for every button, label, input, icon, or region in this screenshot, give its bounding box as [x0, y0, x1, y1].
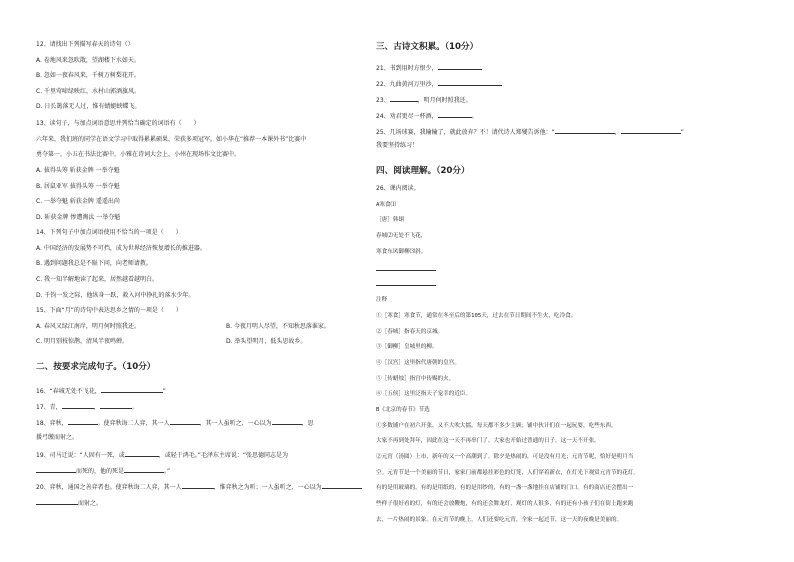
passage-b-p2-line3: 有的是用玻璃的，有的是用纸的，有的是用纱的，有的一盏一盏地挂在店铺的门口。有的商店还会摆出一 [376, 485, 634, 491]
q19-blank-3[interactable] [124, 466, 164, 473]
passage-b-p2-line4: 些样子很好看的灯，有的还会放鞭炮，有的还会舞龙灯，观灯的人很多，有的还有小孩子们在街上跑来跑 [376, 501, 634, 507]
q14-option-d: D. 千钧一发之际，他纵身一跃，救入河中挣扎的落水少年。 [36, 292, 195, 299]
q12-option-d: D. 日长篱落无人过，惟有蜻蜓蛱蝶飞。 [36, 103, 141, 110]
q18-line1: 18、弈秋， 。使弈秋诲二人弈，其一人 ，其一人虽听之，一心以为 ，思 [36, 420, 314, 427]
passage-b-p2-line5: 去，一片热闹的景象。在元宵节的晚上，人们还要吃元宵，全家一起过节，这一天的夜晚是美丽的。 [376, 517, 623, 523]
q20-line1: 20、弈秋，通国之善弈者也。使弈秋诲二人弈，其一人 ，惟弈秋之为听；一人虽听之，一心以为 [36, 482, 362, 492]
q20-blank-3[interactable] [36, 498, 78, 505]
q25-blank-2[interactable] [621, 127, 681, 134]
passage-b-p1-line1: ①多数铺户在初六开张，又不大吹大擂，每天都不多少主顾；铺中伙计们在一起玩耍，吃些东西。 [376, 423, 617, 429]
note-6: ⑥［五侯］这里泛指天子宠幸的近臣。 [376, 391, 472, 397]
section-3-title: 三、古诗文积累。（10分） [376, 42, 479, 52]
q17-blank-2[interactable] [100, 402, 132, 409]
q13-option-b: B. 居鼠亚军 拔得头筹 一举夺魁 [36, 183, 120, 190]
q19-line1: 19、司马迁说：“人固有一死，或 ，或轻于鸿毛。”毛泽东主席说：“张思德同志是为 [36, 452, 288, 459]
note-3: ③［御柳］皇城里的柳。 [376, 344, 438, 350]
q18-line2: 援弓缴而射之。 [36, 434, 79, 441]
q21-line: 21、书到用时方恨少， [376, 63, 482, 73]
q18-blank-3[interactable] [272, 418, 302, 425]
q12-option-b: B. 忽如一夜春风来，千树万树梨花开。 [36, 72, 140, 79]
poem-line-2: 寒食东风御柳⑶斜。 [376, 249, 427, 255]
q15-option-c: C. 明月别枝惊鹊，清风半夜鸣蝉。 [36, 338, 129, 345]
q22-blank[interactable] [438, 79, 502, 86]
q18-blank-1[interactable] [68, 418, 98, 425]
q15-option-a: A. 春风又绿江南岸，明月何时照我还。 [36, 323, 140, 330]
q19-line2: 而死的，他的死是 。” [36, 466, 170, 476]
q15-option-d: D. 举头望明月，低头思故乡。 [226, 338, 307, 345]
q13-stem: 13、读句子，与加点词语意思并列恰当确定的词语有（ ） [36, 120, 200, 127]
q13-option-d: D. 斩获金牌 惨遭淘汰 一举夺魁 [36, 214, 121, 221]
passage-b-p1-line2: 大家不再到处拜年，因此在这一天不再串门了。大家也开始过普通的日子，这一天不开张。 [376, 438, 600, 444]
q26-stem: 26、课内阅读。 [376, 185, 420, 192]
q13-passage-line1: 六年来，我们班的同学在语文学习中取得累累硕果，荣获多项冠军。如小华在“推荐一本课外书”比赛中 [36, 136, 307, 143]
q25-line2: 我要坚持练习！ [376, 142, 419, 149]
q23-line: 23、 ，明月何时照我还。 [376, 97, 472, 104]
q23-blank[interactable] [390, 95, 418, 102]
q20-blank-2[interactable] [322, 482, 362, 489]
q17-line: 17、青， ， 。 [36, 404, 138, 411]
q22-line: 22、九曲黄河万里沙， [376, 79, 502, 89]
q12-stem: 12、请找出下列描写春天的诗句（） [36, 41, 134, 48]
q24-blank[interactable] [438, 111, 472, 118]
q24-line: 24、劝君更尽一杯酒， 。 [376, 113, 478, 120]
q21-blank[interactable] [438, 63, 482, 70]
passage-a-author: ［唐］韩翃 [376, 217, 404, 223]
note-2: ②［春城］指春天的京城。 [376, 329, 444, 335]
q25-blank-1[interactable] [555, 127, 615, 134]
passage-b-p2-line1: ②元宵（汤圆）上市，新年的又一个高潮到了。除夕是热闹的，可是没有月光；元宵节呢，恰好是明月当 [376, 454, 634, 460]
poem-line-1: 春城⑵无处不飞花， [376, 233, 427, 239]
section-4-title: 四、阅读理解。（20分） [376, 166, 470, 176]
passage-a-title: A寒食⑴ [376, 202, 397, 208]
q13-option-c: C. 一举夺魁 斩获金牌 遥遥出尚 [36, 198, 120, 205]
q19-blank-2[interactable] [36, 466, 76, 473]
q12-option-c: C. 千里莺啼绿映红，水村山郭酒旗风。 [36, 88, 141, 95]
q15-option-b: B. 今夜月明人尽望，不知秋思落谁家。 [226, 323, 330, 330]
q14-option-c: C. 我一知半解地读了起来，居然越看越明白。 [36, 276, 159, 283]
q17-blank-1[interactable] [62, 402, 94, 409]
note-4: ④［汉宫］这里指代唐朝的皇宫。 [376, 360, 460, 366]
q13-option-a: A. 拔得头筹 斩获金牌 一举夺魁 [36, 167, 120, 174]
q16-blank[interactable] [101, 386, 163, 393]
note-5: ⑤［传蜡烛］指宫中传赐的火。 [376, 376, 455, 382]
q13-passage-line2: 勇夺第一，小五在书法比赛中，小雅在诗词大会上，小州在现场作文比赛中。 [36, 151, 241, 158]
q19-blank-1[interactable] [125, 450, 159, 457]
q14-option-b: B. 遇到问题我总是不耻下问，向老师请教。 [36, 260, 152, 267]
passage-b-p2-line2: 空。元宵节是一个美丽的节日，家家门前都悬挂彩色的灯笼，人们穿着新衣，在灯光下观赏元宵节的花灯。 [376, 470, 639, 476]
q25-line1: 25、几场球赛，我输输了，就此放弃？不！请代诗人郑燮告诉他：“ ， ” [376, 129, 684, 136]
passage-b-title: B《北京的春节》节选 [376, 407, 430, 413]
q16-line: 16、“春城无处不飞花， ” [36, 388, 166, 395]
poem-blank-line-4[interactable] [376, 285, 436, 286]
poem-blank-line-3[interactable] [376, 270, 436, 271]
q12-option-a: A. 卷地风来忽吹散，望湖楼下水如天。 [36, 57, 140, 64]
q20-line2: 而射之。 [36, 498, 102, 508]
q18-blank-2[interactable] [170, 418, 200, 425]
q20-blank-1[interactable] [182, 482, 214, 489]
q14-stem: 14、下列句子中加点词语使用不恰当的一项是（ ） [36, 229, 182, 236]
notes-heading: 注释 [376, 297, 388, 303]
note-1: ①［寒食］寒食节，通常在冬至后的第105天，过去在节日期间不生火，吃冷食。 [376, 313, 577, 319]
section-2-title: 二、按要求完成句子。（10分） [36, 362, 156, 372]
q14-option-a: A. 中国经济的发展势不可挡，成为世界经济恢复增长的推进器。 [36, 245, 206, 252]
q15-stem: 15、下面“月”的诗句中表达思乡之情的一项是（ ） [36, 307, 182, 314]
